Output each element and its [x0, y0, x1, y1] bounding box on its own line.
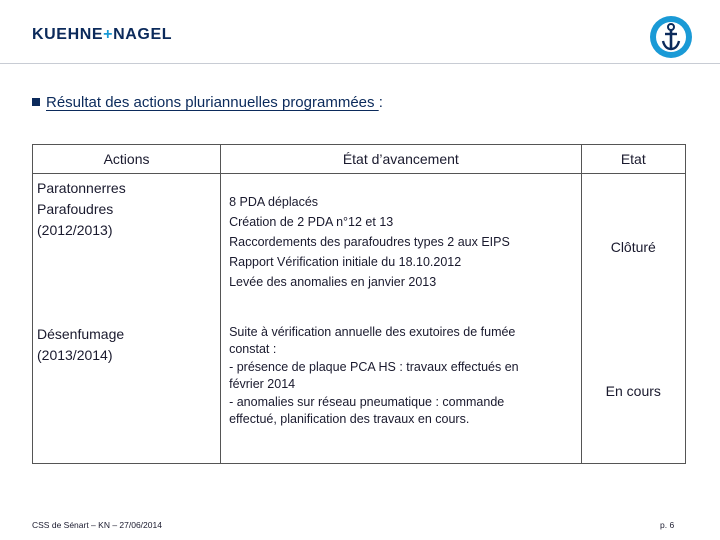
- action-line: Parafoudres: [37, 201, 114, 217]
- table-row: [33, 174, 686, 320]
- page-title: [32, 94, 383, 111]
- detail-line: février 2014: [229, 377, 296, 391]
- square-bullet-icon: [32, 98, 40, 106]
- detail-line: effectué, planification des travaux en cours.: [229, 412, 470, 426]
- detail-cell: [221, 320, 581, 464]
- company-logo: [32, 26, 172, 44]
- footer-source: CSS de Sénart – KN – 27/06/2014: [32, 520, 162, 530]
- page-title-suffix: :: [378, 94, 383, 111]
- logo-plus: +: [103, 26, 114, 43]
- detail-line: Raccordements des parafoudres types 2 aux EIPS: [229, 235, 510, 249]
- detail-line: Rapport Vérification initiale du 18.10.2012: [229, 255, 462, 269]
- detail-line: - présence de plaque PCA HS : travaux effectués en: [229, 359, 519, 374]
- header-divider: [0, 63, 720, 64]
- state-cell: Clôturé: [581, 174, 685, 320]
- action-line: (2012/2013): [37, 222, 113, 238]
- detail-line: Levée des anomalies en janvier 2013: [229, 275, 437, 289]
- logo-text-kuehne: KUEHNE: [32, 26, 104, 43]
- detail-line: Suite à vérification annuelle des exutoires de fumée: [229, 324, 516, 339]
- state-cell: En cours: [581, 320, 685, 464]
- action-cell: [33, 320, 221, 464]
- action-line: Paratonnerres: [37, 180, 126, 196]
- anchor-icon: [648, 14, 694, 60]
- col-header-actions: Actions: [33, 145, 221, 174]
- action-line: (2013/2014): [37, 346, 113, 363]
- action-cell: [33, 174, 221, 320]
- table-header-row: [33, 145, 686, 174]
- logo-text-nagel: NAGEL: [113, 26, 173, 43]
- action-line: Désenfumage: [37, 325, 125, 342]
- page-title-text: Résultat des actions pluriannuelles programmées: [46, 94, 379, 111]
- actions-table: [32, 144, 686, 464]
- detail-line: 8 PDA déplacés: [229, 195, 319, 209]
- detail-line: - anomalies sur réseau pneumatique : commande: [229, 394, 505, 409]
- detail-line: Création de 2 PDA n°12 et 13: [229, 215, 394, 229]
- table-row: [33, 320, 686, 464]
- detail-cell: [221, 174, 581, 320]
- page-number: p. 6: [660, 520, 675, 530]
- col-header-progress: État d’avancement: [221, 145, 581, 174]
- col-header-state: Etat: [581, 145, 685, 174]
- detail-line: constat :: [229, 342, 277, 356]
